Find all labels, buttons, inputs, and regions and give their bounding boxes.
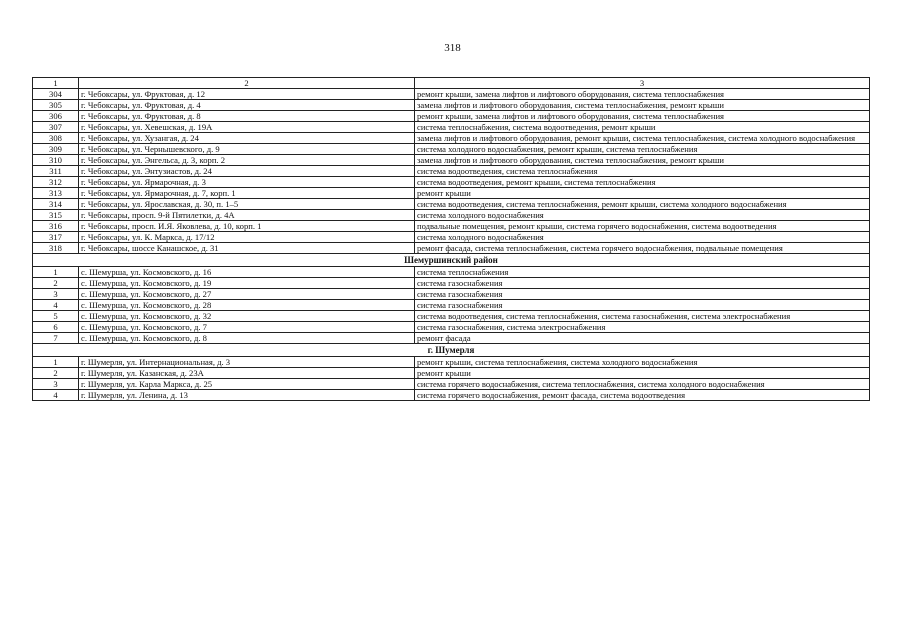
works-cell: подвальные помещения, ремонт крыши, система горячего водоснабжения, система водоотведения — [415, 221, 870, 232]
section-title: Шемуршинский район — [33, 254, 870, 267]
row-number-cell: 317 — [33, 232, 79, 243]
address-cell: г. Шумерля, ул. Карла Маркса, д. 25 — [79, 379, 415, 390]
address-cell: г. Чебоксары, ул. Фруктовая, д. 4 — [79, 100, 415, 111]
works-cell: система водоотведения, система теплоснабжения, ремонт крыши, система холодного водоснабжения — [415, 199, 870, 210]
address-cell: г. Чебоксары, шоссе Канашское, д. 31 — [79, 243, 415, 254]
table-body — [33, 78, 870, 401]
address-cell: г. Шумерля, ул. Казанская, д. 23А — [79, 368, 415, 379]
address-cell: с. Шемурша, ул. Космовского, д. 16 — [79, 267, 415, 278]
row-number-cell: 2 — [33, 368, 79, 379]
section-header-row — [33, 344, 870, 357]
row-number-cell: 4 — [33, 300, 79, 311]
works-cell: ремонт крыши, система теплоснабжения, система холодного водоснабжения — [415, 357, 870, 368]
table-row — [33, 289, 870, 300]
table-row — [33, 166, 870, 177]
address-cell: с. Шемурша, ул. Космовского, д. 8 — [79, 333, 415, 344]
table-row — [33, 155, 870, 166]
works-cell: система водоотведения, система теплоснабжения, система газоснабжения, система электроснабжения — [415, 311, 870, 322]
works-cell: система газоснабжения — [415, 289, 870, 300]
works-cell: система водоотведения, система теплоснабжения — [415, 166, 870, 177]
row-number-cell: 316 — [33, 221, 79, 232]
table-row — [33, 199, 870, 210]
works-cell: ремонт фасада, система теплоснабжения, система горячего водоснабжения, подвальные помещения — [415, 243, 870, 254]
row-number-cell: 307 — [33, 122, 79, 133]
row-number-cell: 7 — [33, 333, 79, 344]
row-number-cell: 3 — [33, 379, 79, 390]
address-cell: г. Чебоксары, ул. Ярославская, д. 30, п. 1–5 — [79, 199, 415, 210]
table-row — [33, 133, 870, 144]
row-number-cell: 3 — [33, 289, 79, 300]
table-row — [33, 322, 870, 333]
row-number-cell: 312 — [33, 177, 79, 188]
works-cell: система водоотведения, ремонт крыши, система теплоснабжения — [415, 177, 870, 188]
table-row — [33, 333, 870, 344]
table-row — [33, 390, 870, 401]
section-title: г. Шумерля — [33, 344, 870, 357]
header-row — [33, 78, 870, 89]
address-cell: г. Чебоксары, ул. Фруктовая, д. 8 — [79, 111, 415, 122]
works-cell: ремонт фасада — [415, 333, 870, 344]
works-cell: замена лифтов и лифтового оборудования, ремонт крыши, система теплоснабжения, система холодного водоснабжения — [415, 133, 870, 144]
address-cell: г. Шумерля, ул. Ленина, д. 13 — [79, 390, 415, 401]
address-cell: г. Чебоксары, ул. Хузангая, д. 24 — [79, 133, 415, 144]
row-number-cell: 305 — [33, 100, 79, 111]
works-cell: замена лифтов и лифтового оборудования, система теплоснабжения, ремонт крыши — [415, 100, 870, 111]
address-cell: г. Чебоксары, просп. И.Я. Яковлева, д. 10, корп. 1 — [79, 221, 415, 232]
table-row — [33, 267, 870, 278]
address-cell: г. Чебоксары, ул. Чернышевского, д. 9 — [79, 144, 415, 155]
row-number-cell: 1 — [33, 267, 79, 278]
column-header-number: 1 — [33, 78, 79, 89]
address-cell: г. Чебоксары, ул. Фруктовая, д. 12 — [79, 89, 415, 100]
works-cell: система горячего водоснабжения, ремонт фасада, система водоотведения — [415, 390, 870, 401]
row-number-cell: 309 — [33, 144, 79, 155]
table-row — [33, 210, 870, 221]
table-row — [33, 379, 870, 390]
column-header-works: 3 — [415, 78, 870, 89]
row-number-cell: 6 — [33, 322, 79, 333]
works-cell: ремонт крыши, замена лифтов и лифтового оборудования, система теплоснабжения — [415, 89, 870, 100]
address-cell: г. Чебоксары, ул. Хевешская, д. 19А — [79, 122, 415, 133]
address-cell: с. Шемурша, ул. Космовского, д. 32 — [79, 311, 415, 322]
address-cell: г. Чебоксары, ул. К. Маркса, д. 17/12 — [79, 232, 415, 243]
table-row — [33, 311, 870, 322]
works-cell: система холодного водоснабжения — [415, 232, 870, 243]
row-number-cell: 311 — [33, 166, 79, 177]
address-cell: г. Чебоксары, ул. Энтузиастов, д. 24 — [79, 166, 415, 177]
row-number-cell: 5 — [33, 311, 79, 322]
table-row — [33, 144, 870, 155]
table-row — [33, 243, 870, 254]
table-row — [33, 368, 870, 379]
table-row — [33, 100, 870, 111]
address-cell: с. Шемурша, ул. Космовского, д. 27 — [79, 289, 415, 300]
works-cell: система холодного водоснабжения, ремонт крыши, система теплоснабжения — [415, 144, 870, 155]
works-cell: система газоснабжения, система электроснабжения — [415, 322, 870, 333]
address-cell: г. Чебоксары, просп. 9-й Пятилетки, д. 4А — [79, 210, 415, 221]
works-cell: ремонт крыши — [415, 188, 870, 199]
works-cell: система теплоснабжения — [415, 267, 870, 278]
row-number-cell: 1 — [33, 357, 79, 368]
row-number-cell: 315 — [33, 210, 79, 221]
works-cell: система газоснабжения — [415, 300, 870, 311]
table-row — [33, 122, 870, 133]
row-number-cell: 313 — [33, 188, 79, 199]
works-cell: система горячего водоснабжения, система теплоснабжения, система холодного водоснабжения — [415, 379, 870, 390]
works-cell: система холодного водоснабжения — [415, 210, 870, 221]
row-number-cell: 306 — [33, 111, 79, 122]
address-cell: г. Чебоксары, ул. Ярмарочная, д. 3 — [79, 177, 415, 188]
works-cell: система теплоснабжения, система водоотведения, ремонт крыши — [415, 122, 870, 133]
row-number-cell: 318 — [33, 243, 79, 254]
works-cell: система газоснабжения — [415, 278, 870, 289]
row-number-cell: 304 — [33, 89, 79, 100]
address-cell: г. Чебоксары, ул. Ярмарочная, д. 7, корп. 1 — [79, 188, 415, 199]
works-cell: ремонт крыши — [415, 368, 870, 379]
table-row — [33, 357, 870, 368]
works-cell: ремонт крыши, замена лифтов и лифтового оборудования, система теплоснабжения — [415, 111, 870, 122]
section-header-row — [33, 254, 870, 267]
table-row — [33, 188, 870, 199]
address-cell: с. Шемурша, ул. Космовского, д. 19 — [79, 278, 415, 289]
row-number-cell: 4 — [33, 390, 79, 401]
table-row — [33, 232, 870, 243]
column-header-address: 2 — [79, 78, 415, 89]
table-row — [33, 89, 870, 100]
table-row — [33, 177, 870, 188]
table-row — [33, 300, 870, 311]
table-row — [33, 278, 870, 289]
address-cell: г. Чебоксары, ул. Энгельса, д. 3, корп. 2 — [79, 155, 415, 166]
row-number-cell: 310 — [33, 155, 79, 166]
address-cell: с. Шемурша, ул. Космовского, д. 28 — [79, 300, 415, 311]
table-row — [33, 221, 870, 232]
table-row — [33, 111, 870, 122]
row-number-cell: 308 — [33, 133, 79, 144]
page-number: 318 — [444, 42, 461, 54]
row-number-cell: 314 — [33, 199, 79, 210]
address-cell: г. Шумерля, ул. Интернациональная, д. 3 — [79, 357, 415, 368]
address-cell: с. Шемурша, ул. Космовского, д. 7 — [79, 322, 415, 333]
row-number-cell: 2 — [33, 278, 79, 289]
works-cell: замена лифтов и лифтового оборудования, система теплоснабжения, ремонт крыши — [415, 155, 870, 166]
housing-repair-table — [32, 77, 870, 401]
